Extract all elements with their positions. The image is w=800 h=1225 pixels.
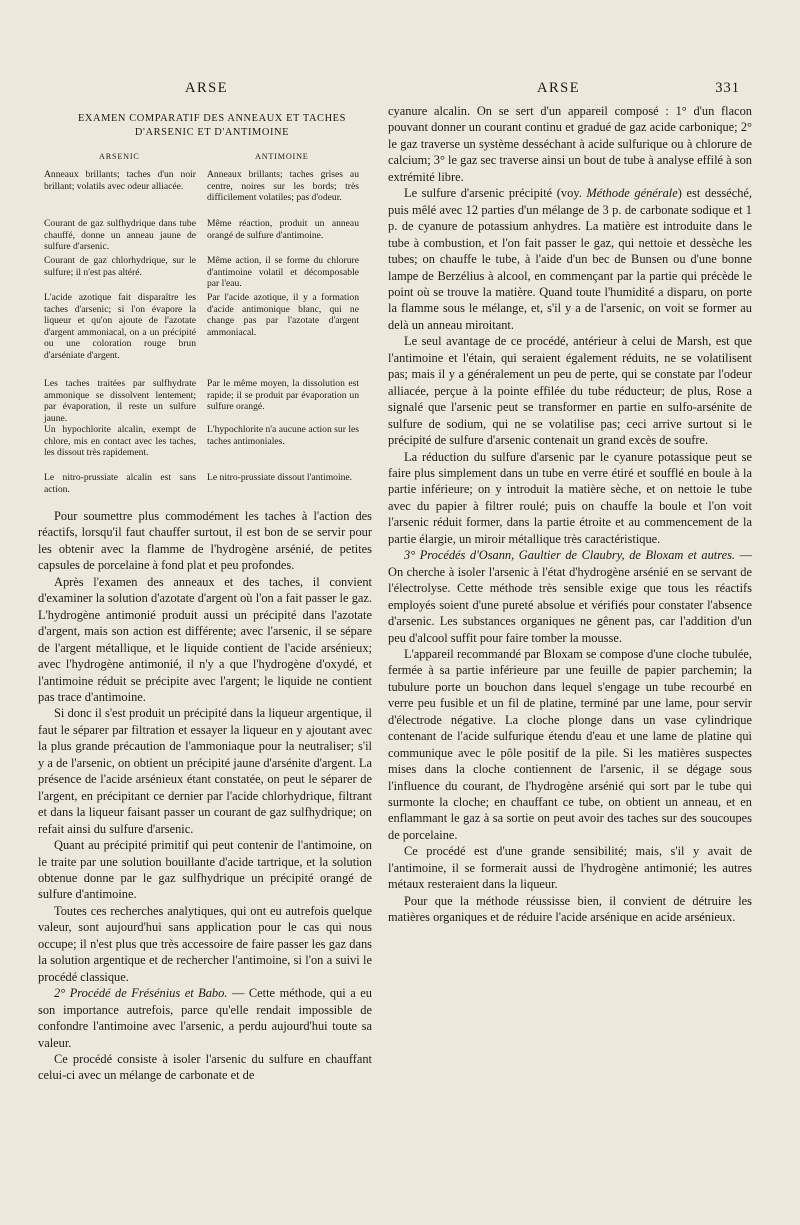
- paragraph: Pour que la méthode réussisse bien, il convient de détruire les matières organiques et de réduire l'acide arsénique en acide arsénieux.: [388, 893, 752, 925]
- section-heading: 2° Procédé de Frésénius et Babo.: [54, 986, 228, 1001]
- section-heading: 3° Procédés d'Osann, Gaultier de Claubry, de Bloxam et autres.: [404, 548, 736, 563]
- table-cell: Anneaux brillants; taches grises au centre, noires sur les bords; très difficilement volatiles; pas d'odeur.: [207, 169, 359, 203]
- right-column: [388, 103, 752, 926]
- paragraph: [38, 985, 372, 1051]
- table-cell: Les taches traitées par sulfhydrate ammonique se dissolvent lentement; par évaporation, il reste un sulfure jaune.: [44, 378, 196, 424]
- paragraph: Toutes ces recherches analytiques, qui ont eu autrefois quelque valeur, sont aujourd'hui sans application pour le cas qui nous occupe; il n'est plus que très accessoire de faire passer les gaz dans la solution argentique et de rechercher l'antimoine, si l'on a suivi le procédé classique.: [38, 903, 372, 984]
- paragraph: L'appareil recommandé par Bloxam se compose d'une cloche tubulée, fermée à sa partie inférieure par une feuille de papier parchemin; la tubulure porte un bouchon dans lequel s'engage un tube recourbé en verre peu fusible et un fil de platine, terminé par une lame, pour servir d'électrode négative. La cloche plonge dans un vase cylindrique contenant de l'acide sulfurique étendu d'eau et une lame de platine qui communique avec le pôle positif de la pile. Si les matières suspectes mises dans la cloche contiennent de l'arsenic, il se dégage sous l'influence du courant, de l'hydrogène arsénié qui sort par le tube qui surmonte la cloche; en chauffant ce tube, on obtient un anneau, et en enflammant le gaz à sa sortie on peut avoir des taches sur des soucoupes de porcelaine.: [388, 646, 752, 842]
- paragraph: Ce procédé est d'une grande sensibilité; mais, s'il y avait de l'antimoine, il se formerait aussi de l'hydrogène antimonié; les autres métaux resteraient dans la liqueur.: [388, 844, 752, 892]
- table-cell: Le nitro-prussiate dissout l'antimoine.: [207, 472, 353, 483]
- running-head-right: ARSE: [537, 80, 581, 96]
- table-title-line-2: D'ARSENIC ET D'ANTIMOINE: [134, 127, 290, 138]
- paragraph: [388, 547, 752, 646]
- table-cell: Le nitro-prussiate alcalin est sans action.: [44, 472, 196, 495]
- paragraph: La réduction du sulfure d'arsenic par le cyanure potassique peut se faire plus simplement dans un tube en verre étiré et soufflé en boule à la partie inférieure; on y introduit la matière sèche, et on nettoie le tube avec du papier à filtrer roulé; puis on chauffe la boule et l'on voit l'arsenic réduit former, dans la partie étroite et au commencement de la partie élargie, un miroir métallique très caractéristique.: [388, 449, 752, 546]
- table-cell: Par le même moyen, la dissolution est rapide; il se produit par évaporation un sulfure orangé.: [207, 378, 359, 412]
- paragraph: Ce procédé consiste à isoler l'arsenic du sulfure en chauffant celui-ci avec un mélange de carbonate et de: [38, 1051, 372, 1083]
- table-cell: L'hypochlorite n'a aucune action sur les taches antimoniales.: [207, 424, 359, 447]
- paragraph-text: — On cherche à isoler l'arsenic à l'état d'hydrogène arsénié en se servant de l'électrolyse. Cette méthode très sensible exige que tous les réactifs employés soient d'une pureté absolue et vérifiés pour constater l'absence d'arsenic. Les substances organiques ne gênent pas, car l'addition d'un peu d'alcool suffit pour faire tomber la mousse.: [388, 548, 752, 645]
- table-cell: Un hypochlorite alcalin, exempt de chlore, mis en contact avec les taches, les dissout très rapidement.: [44, 424, 196, 458]
- paragraph-text: — Cette méthode, qui a eu son importance autrefois, parce qu'elle rendait impossible de confondre l'antimoine avec l'arsenic, a perdu aujourd'hui toute sa valeur.: [38, 986, 373, 1050]
- table-title-line-1: EXAMEN COMPARATIF DES ANNEAUX ET TACHES: [77, 113, 347, 124]
- paragraph: [388, 185, 752, 333]
- table-cell: Courant de gaz sulfhydrique dans tube chauffé, donne un anneau jaune de sulfure d'arsenic.: [44, 218, 196, 252]
- left-column: [38, 508, 372, 1084]
- table-title: [64, 112, 360, 140]
- running-head-left: ARSE: [185, 80, 229, 96]
- column-header-arsenic: ARSENIC: [99, 152, 140, 161]
- column-header-antimoine: ANTIMOINE: [255, 152, 309, 161]
- paragraph: Si donc il s'est produit un précipité dans la liqueur argentique, il faut le séparer par filtration et essayer la liqueur en y ajoutant avec la plus grande précaution de l'ammoniaque pour la neutraliser; s'il y a de l'arsenic, on obtient un précipité jaune d'arsénite d'argent. La présence de l'acide arsénieux étant constatée, on peut le séparer de l'argent, en précipitant ce dernier par l'acide chlorhydrique, filtrant et dans la liqueur faisant passer un courant de gaz sulfhydrique; on refait ainsi du sulfure d'arsenic.: [38, 706, 372, 836]
- paragraph: Le seul avantage de ce procédé, antérieur à celui de Marsh, est que l'antimoine et l'étain, qui seraient également réduits, ne se volatilisent pas; mais il y a généralement un peu de perte, qui se constate par l'odeur alliacée, perçue à la pointe effilée du tube réducteur; de plus, Rose a signalé que l'arsenic peut se transformer en partie en sulfo-arsénite de sulfure de sodium, qui ne se volatilise pas; ceci arrive surtout si le précipité de sulfure d'arsenic contenait un grand excès de soufre.: [388, 334, 752, 448]
- paragraph: Quant au précipité primitif qui peut contenir de l'antimoine, on le traite par une solution bouillante d'acide tartrique, et la solution obtenue donne par le gaz sulfhydrique un précipité orangé de sulfure d'antimoine.: [38, 838, 372, 902]
- table-cell: Courant de gaz chlorhydrique, sur le sulfure; il n'est pas altéré.: [44, 255, 196, 278]
- paragraph-text: ) est desséché, puis mêlé avec 12 parties d'un mélange de 3 p. de carbonate sodique et 1 p. de cyanure de potassium anhydres. La matière est introduite dans le tube à combustion, et l'on fait passer le gaz, qui nettoie et dessèche les tubes; on chauffe le tube, à l'aide d'un bec de Bunsen ou d'une bonne lampe de Berzélius à alcool, en commençant par la partie qui précède le point où se trouve la matière. Quand toute l'humidité a disparu, on porte la flamme sous le mélange, et, s'il y a de l'arsenic, on voit se former au delà un anneau miroitant.: [388, 186, 753, 332]
- paragraph: Après l'examen des anneaux et des taches, il convient d'examiner la solution d'azotate d'argent où l'on a fait passer le gaz. L'hydrogène antimonié produit aussi un précipité dans l'azotate d'argent, mais son action est différente; avec l'arsenic, il se sépare de l'argent métallique, et le liquide contient de l'acide arsénieux; avec l'hydrogène antimonié, il n'y a que l'hydrogène d'oxydé, et l'antimoine réduit se précipite avec l'argent; le liquide ne contient pas trace d'antimoine.: [38, 574, 372, 704]
- paragraph-text: Le sulfure d'arsenic précipité (voy.: [404, 186, 587, 201]
- table-cell: Même action, il se forme du chlorure d'antimoine volatil et décomposable par l'eau.: [207, 255, 359, 289]
- table-cell: L'acide azotique fait disparaître les taches d'arsenic; si l'on évapore la liqueur et qu'on ajoute de l'azotate d'argent ammoniacal, on a un précipité ou une coloration rouge brun d'arséniate d'argent.: [44, 292, 196, 361]
- table-cell: Même réaction, produit un anneau orangé de sulfure d'antimoine.: [207, 218, 359, 241]
- paragraph: cyanure alcalin. On se sert d'un appareil composé : 1° d'un flacon pouvant donner un courant continu et gradué de gaz acide carbonique; 2° le gaz traverse un système desséchant à acide sulfurique ou à chlorure de calcium; 3° le gaz sec traverse ainsi un bout de tube à analyse effilé à son extrémité libre.: [388, 104, 752, 184]
- cross-reference: Méthode générale: [586, 186, 678, 201]
- page-number: 331: [715, 80, 740, 96]
- paragraph: Pour soumettre plus commodément les taches à l'action des réactifs, lorsqu'il faut chauffer surtout, il est bon de se servir pour les obtenir avec la flamme de l'hydrogène arsénié, de petites capsules de porcelaine à fond plat et peu profondes.: [38, 509, 372, 573]
- table-cell: Par l'acide azotique, il y a formation d'acide antimonique blanc, qui ne change pas par l'azotate d'argent ammoniacal.: [207, 292, 359, 338]
- table-cell: Anneaux brillants; taches d'un noir brillant; volatils avec odeur alliacée.: [44, 169, 196, 192]
